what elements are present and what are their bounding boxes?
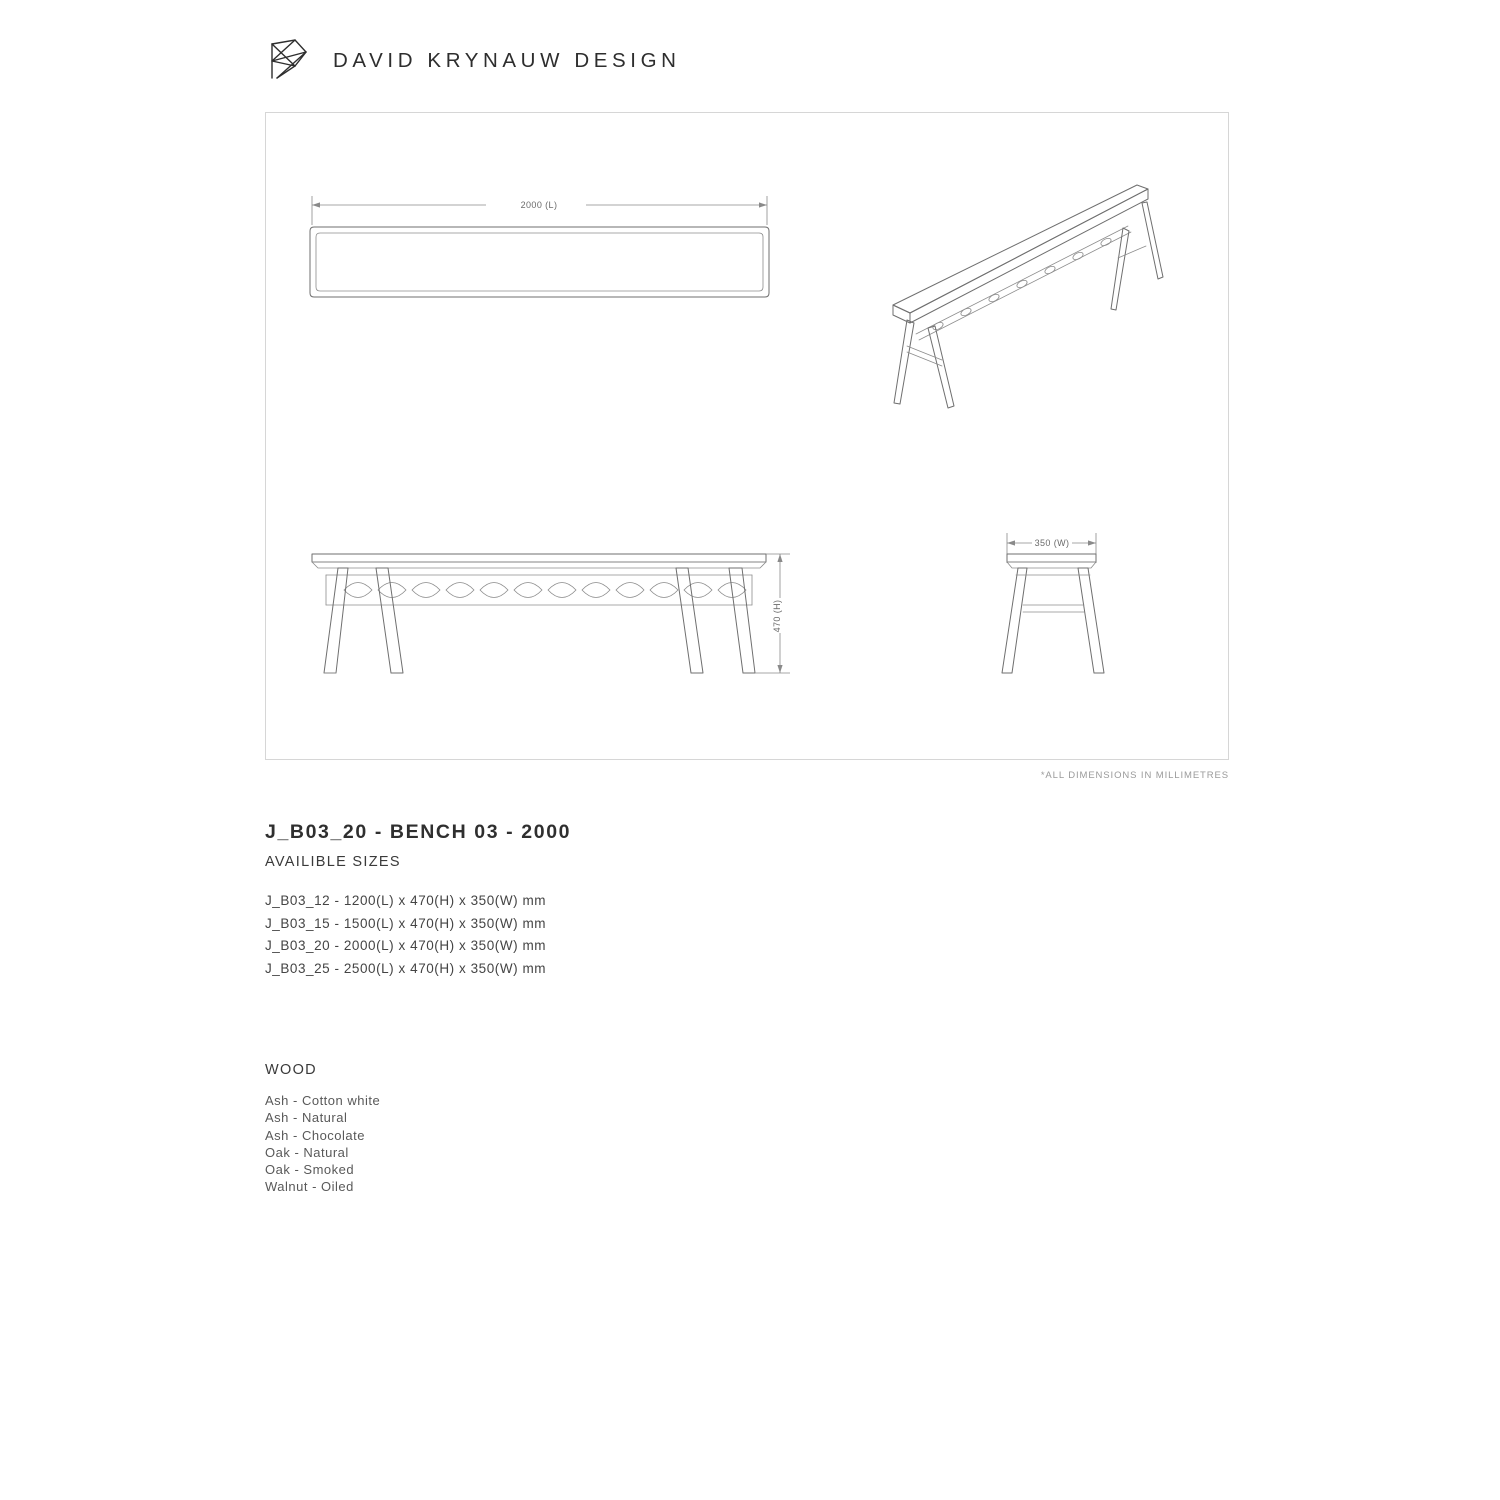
brand-name: DAVID KRYNAUW DESIGN <box>333 49 681 72</box>
list-item: Oak - Natural <box>265 1144 349 1160</box>
svg-text:2000 (L): 2000 (L) <box>520 200 558 210</box>
list-item: Walnut - Oiled <box>265 1179 354 1195</box>
front-elevation <box>312 554 766 673</box>
list-item: J_B03_20 - 2000(L) x 470(H) x 350(W) mm <box>265 938 547 954</box>
technical-drawing-frame <box>265 112 1229 760</box>
list-item: J_B03_12 - 1200(L) x 470(H) x 350(W) mm <box>265 893 547 908</box>
list-item: J_B03_25 - 2500(L) x 470(H) x 350(W) mm <box>265 960 547 976</box>
available-sizes-list <box>265 890 546 980</box>
brand-header <box>265 38 681 84</box>
list-item: Oak - Smoked <box>265 1162 355 1178</box>
svg-text:470 (H): 470 (H) <box>772 599 782 633</box>
top-view <box>310 227 769 297</box>
wood-options-list <box>265 1092 380 1196</box>
side-elevation <box>1002 554 1104 673</box>
list-item: Ash - Natural <box>265 1110 348 1126</box>
wood-heading: WOOD <box>265 1062 317 1078</box>
perspective-view <box>893 185 1163 408</box>
width-dimension <box>1007 533 1096 563</box>
page-title: J_B03_20 - BENCH 03 - 2000 <box>265 821 572 844</box>
list-item: Ash - Chocolate <box>265 1127 365 1143</box>
svg-text:350 (W): 350 (W) <box>1034 538 1070 548</box>
dimensions-note: *ALL DIMENSIONS IN MILLIMETRES <box>1040 770 1229 781</box>
list-item: Ash - Cotton white <box>265 1093 381 1108</box>
krynauw-monogram-icon <box>265 38 311 84</box>
length-dimension <box>312 196 767 225</box>
height-dimension <box>755 554 790 673</box>
available-sizes-heading: AVAILIBLE SIZES <box>265 854 401 870</box>
list-item: J_B03_15 - 1500(L) x 470(H) x 350(W) mm <box>265 915 547 931</box>
